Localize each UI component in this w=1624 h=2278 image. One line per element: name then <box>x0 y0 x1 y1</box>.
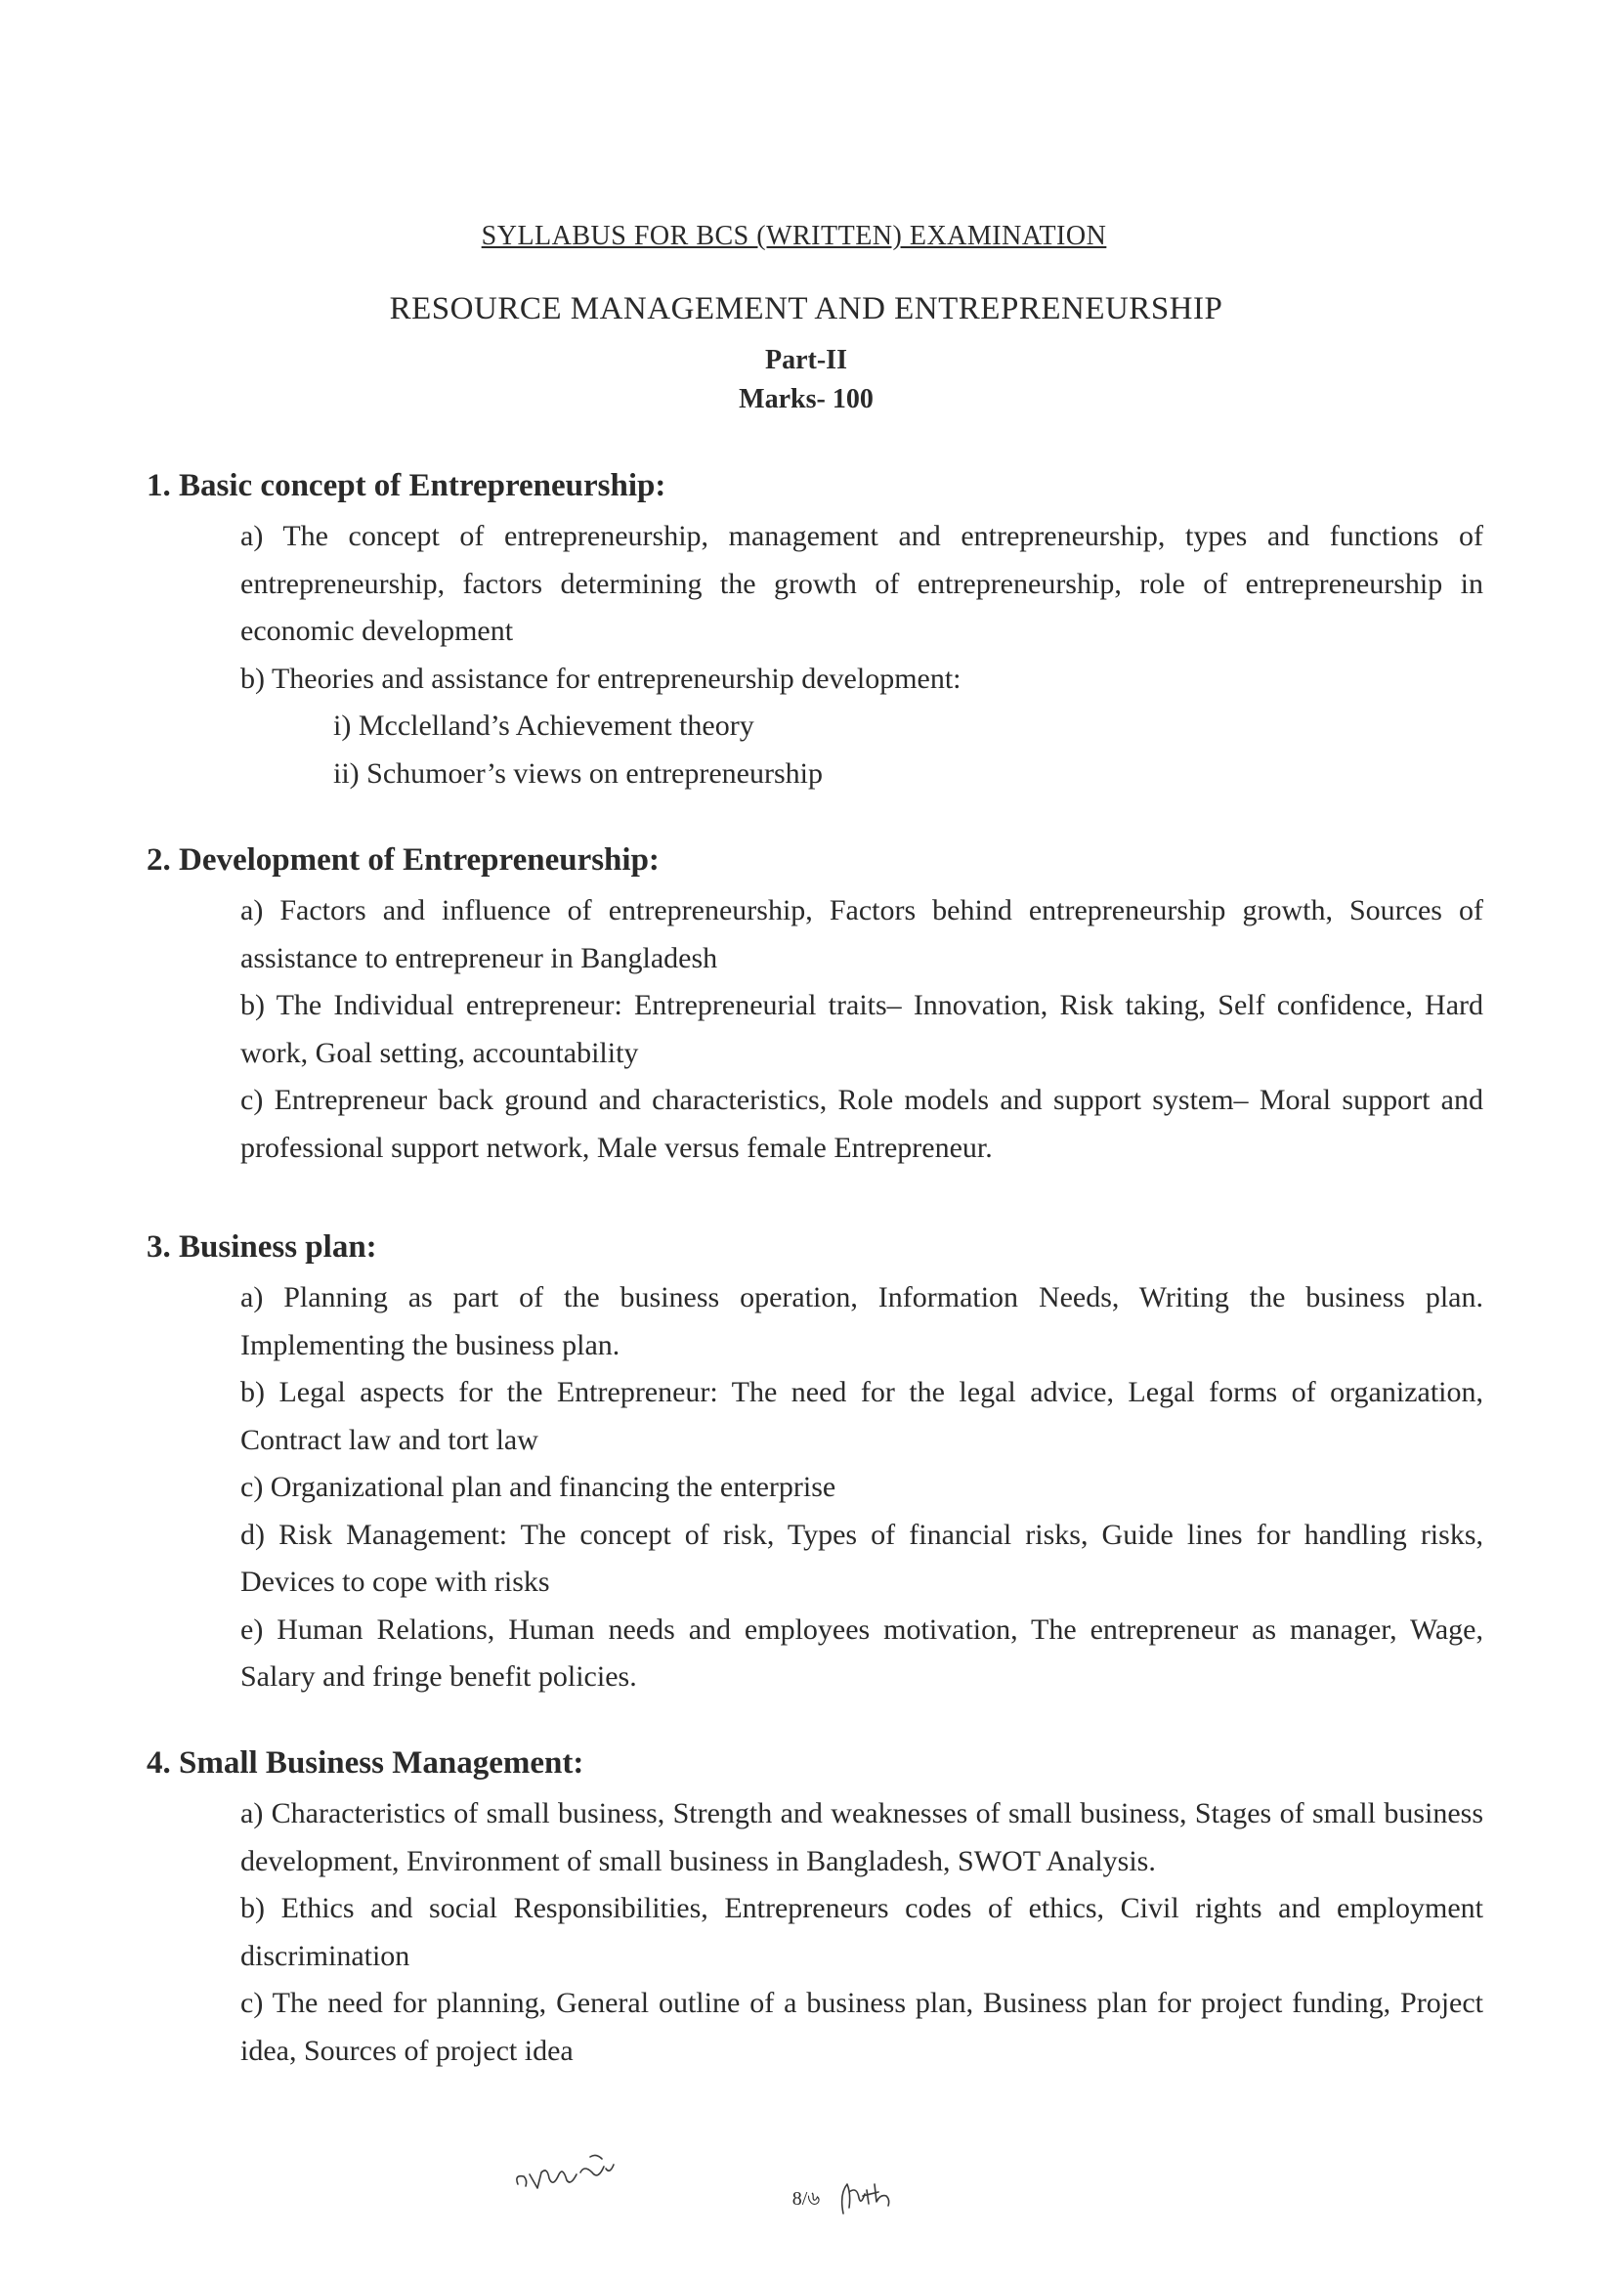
sub-list-item: i) Mcclelland’s Achievement theory <box>333 709 754 742</box>
signature-left <box>508 2145 655 2204</box>
section-items <box>240 1790 1483 2075</box>
section-1 <box>147 464 1485 797</box>
section-3 <box>147 1225 1485 1701</box>
section-items <box>240 513 1483 797</box>
section-heading: 4. Small Business Management: <box>147 1745 584 1781</box>
list-item: a) Planning as part of the business operation, Information Needs, Writing the business plan. Implementing the business plan. <box>240 1281 1483 1361</box>
list-item: c) Organizational plan and financing the enterprise <box>240 1471 836 1503</box>
subject-title: RESOURCE MANAGEMENT AND ENTREPRENEURSHIP <box>389 291 1223 326</box>
list-item: d) Risk Management: The concept of risk, Types of financial risks, Guide lines for handling risks, Devices to cope with risks <box>240 1518 1483 1598</box>
section-heading: 1. Basic concept of Entrepreneurship: <box>147 468 666 503</box>
signature-right <box>835 2165 914 2223</box>
section-items <box>240 1274 1483 1701</box>
list-item: b) Theories and assistance for entrepreneurship development: <box>240 662 962 695</box>
page-number: 8/৬ <box>791 2188 821 2210</box>
sub-list-item: ii) Schumoer’s views on entrepreneurship <box>333 756 823 790</box>
list-item: c) The need for planning, General outline of a business plan, Business plan for project funding, Project idea, Sources of project idea <box>240 1987 1483 2067</box>
section-heading: 2. Development of Entrepreneurship: <box>147 842 660 878</box>
list-item: a) Characteristics of small business, Strength and weaknesses of small business, Stages of small business development, Environment of small business in Bangladesh, SWOT Analysis. <box>240 1797 1483 1877</box>
syllabus-title: SYLLABUS FOR BCS (WRITTEN) EXAMINATION <box>481 221 1107 251</box>
section-4 <box>147 1741 1485 2075</box>
list-item: b) Legal aspects for the Entrepreneur: The need for the legal advice, Legal forms of organization, Contract law and tort law <box>240 1376 1483 1456</box>
list-item: a) The concept of entrepreneurship, management and entrepreneurship, types and functions of entrepreneurship, factors determining the growth of entrepreneurship, role of entrepreneurship in economic development <box>240 520 1483 647</box>
list-item: c) Entrepreneur back ground and characteristics, Role models and support system– Moral support and professional support network, Male versus female Entrepreneur. <box>240 1084 1483 1164</box>
list-item: e) Human Relations, Human needs and employees motivation, The entrepreneur as manager, Wage, Salary and fringe benefit policies. <box>240 1612 1483 1693</box>
list-item: b) The Individual entrepreneur: Entrepreneurial traits– Innovation, Risk taking, Self confidence, Hard work, Goal setting, accountability <box>240 989 1483 1069</box>
section-heading: 3. Business plan: <box>147 1229 377 1265</box>
list-item: b) Ethics and social Responsibilities, Entrepreneurs codes of ethics, Civil rights and employment discrimination <box>240 1892 1483 1972</box>
part-label: Part-II <box>765 345 847 375</box>
section-items <box>240 887 1483 1172</box>
marks-label: Marks- 100 <box>739 384 874 414</box>
section-2 <box>147 838 1485 1172</box>
list-item: a) Factors and influence of entrepreneurship, Factors behind entrepreneurship growth, Sources of assistance to entrepreneur in Bangladesh <box>240 894 1483 974</box>
